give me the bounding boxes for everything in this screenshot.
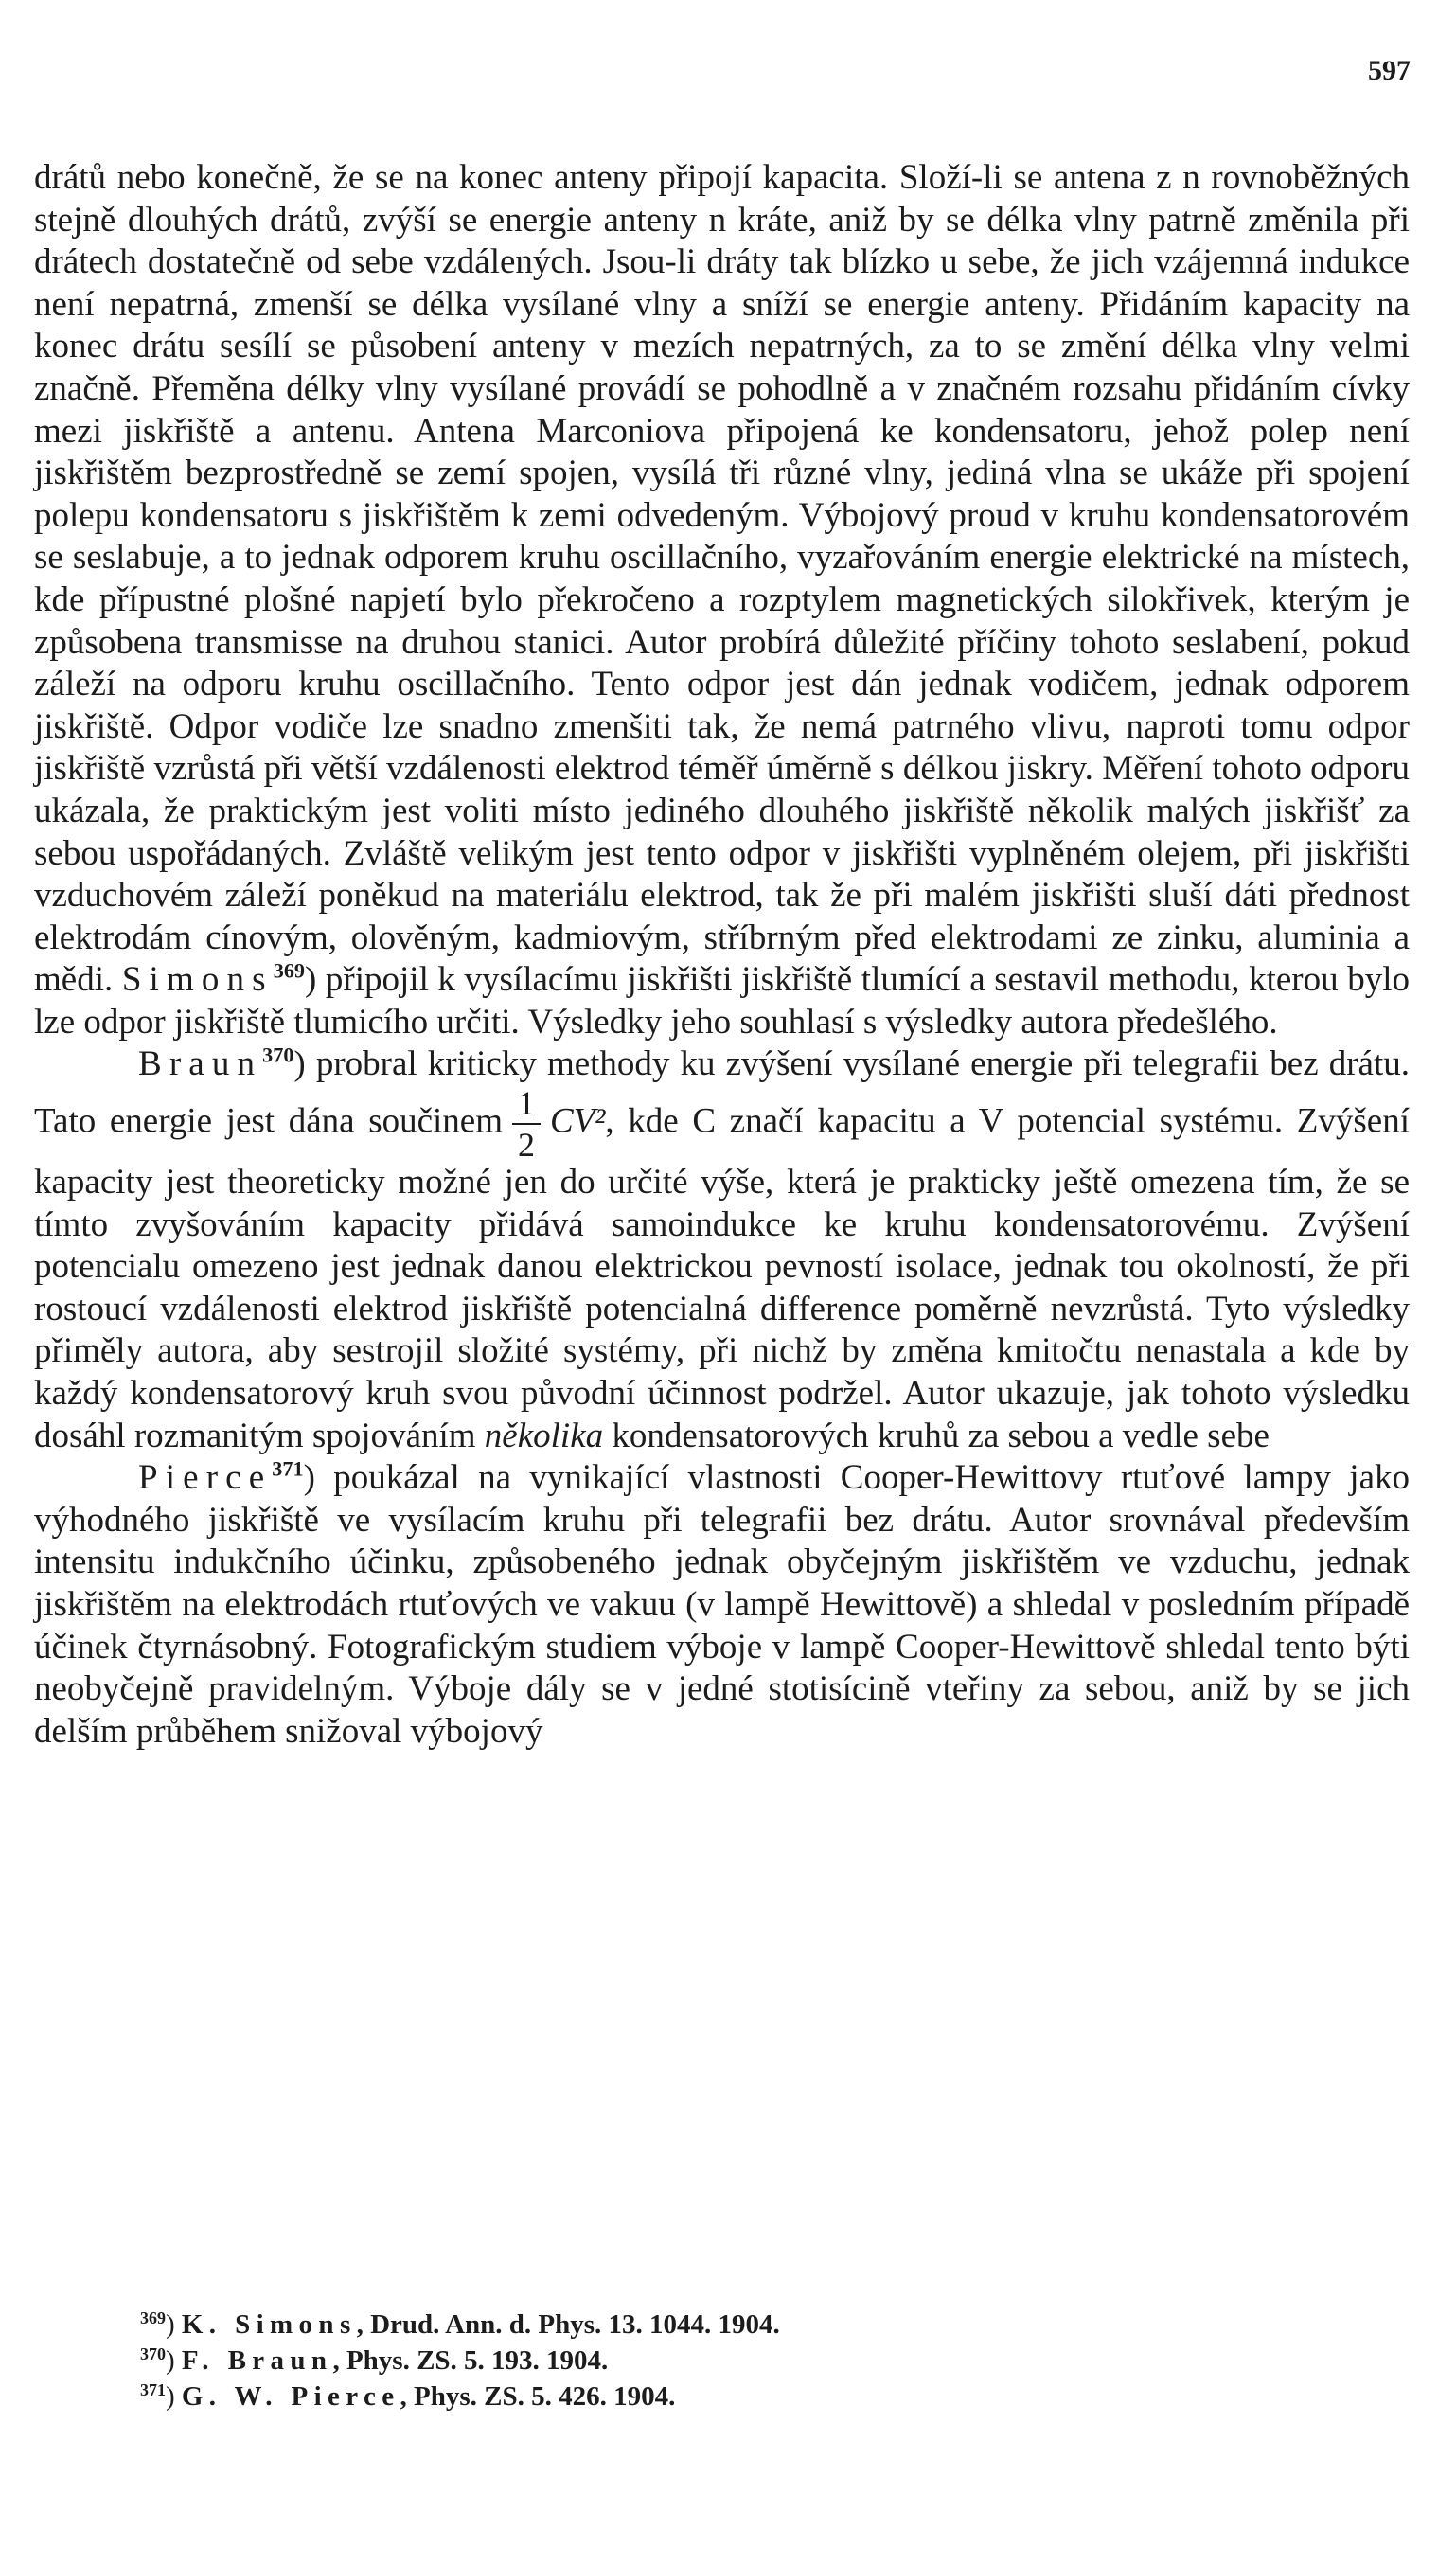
paragraph-antenna-capacity (34, 157, 1410, 1043)
paragraph-text: ) poukázal na vynikající vlastnosti Cooper-Hewittovy rtuťové lampy jako výhodného jiskřiště ve vysílacím kruhu při telegrafii bez drátu. Autor srovnával především intensitu indukčního účinku, způsobeného jednak obyčejným jiskřištěm ve vzduchu, jednak jiskřištěm na elektrodách rtuťových ve vakuu (v lampě Hewittově) a shledal v posledním případě účinek čtyrnásobný. Fotografickým studiem výboje v lampě Cooper-Hewittově shledal tento býti neobyčejně pravidelným. Výboje dály se v jedné stotisícině vteřiny za sebou, aniž by se jich delším průběhem snižoval výbojový (34, 1458, 1410, 1751)
author-name: Pierce (138, 1458, 273, 1498)
page-number: 597 (1368, 55, 1411, 86)
footnote-mark: 371 (140, 2380, 166, 2400)
footnote-citation: , Phys. ZS. 5. 193. 1904. (332, 2345, 609, 2376)
fraction (512, 1084, 541, 1165)
author-name: Simons (121, 960, 274, 1000)
paragraph-text: ) probral kriticky methody ku zvýšení vysílané energie při telegrafii bez drátu. Tato energie jest dána součinem (34, 1044, 1410, 1141)
footnote-ref: 369 (273, 958, 305, 983)
author-name: Braun (138, 1044, 263, 1084)
footnote-370: $^{370}$) F. Braun, Phys. ZS. 5. 193. 1904. (140, 2344, 609, 2376)
footnotes (140, 2307, 780, 2415)
fraction-denominator: 2 (518, 1126, 536, 1165)
footnote-citation: , Phys. ZS. 5. 426. 1904. (400, 2381, 676, 2412)
footnote-371: $^{371}$) G. W. Pierce, Phys. ZS. 5. 426. 1904. (140, 2380, 676, 2412)
footnote-ref: 371 (272, 1456, 304, 1481)
footnote-citation: , Drud. Ann. d. Phys. 13. 1044. 1904. (356, 2309, 780, 2340)
footnote-mark: 370 (140, 2344, 166, 2364)
footnote-369: $^{369}$) K. Simons, Drud. Ann. d. Phys. 13. 1044. 1904. (140, 2308, 780, 2340)
footnote-author: G. W. Pierce (181, 2381, 400, 2412)
footnote-ref: 370 (262, 1043, 294, 1068)
emphasized-word: několika (484, 1416, 604, 1455)
fraction-numerator: 1 (512, 1086, 541, 1125)
paragraph-text: ) připojil k vysílacímu jiskřišti jiskřiště tlumící a sestavil methodu, kterou bylo lze odpor jiskřiště tlumicího určiti. Výsledky jeho souhlasí s výsledky autora předešlého. (34, 960, 1410, 1042)
paragraph-text: kondensatorových kruhů za sebou a vedle sebe (612, 1416, 1270, 1455)
paragraph-braun (34, 1043, 1410, 1457)
formula: CV² (550, 1101, 606, 1141)
footnote-mark: 369 (140, 2308, 166, 2328)
footnote-author: F. Braun (181, 2345, 333, 2376)
paragraph-text: drátů nebo konečně, že se na konec anteny připojí kapacita. Složí-li se antena z n rovnoběžných stejně dlouhých drátů, zvýší se energie anteny n kráte, aniž by se délka vlny patrně změnila při drátech dostatečně od sebe vzdálených. Jsou-li dráty tak blízko u sebe, že jich vzájemná indukce není nepatrná, zmenší se délka vysílané vlny a sníží se energie anteny. Přidáním kapacity na konec drátu sesílí se působení anteny v mezích nepatrných, za to se změní délka vlny velmi značně. Přeměna délky vlny vysílané provádí se pohodlně a v značném rozsahu přidáním cívky mezi jiskřiště a antenu. Antena Marconiova připojená ke kondensatoru, jehož polep není jiskřištěm bezprostředně se zemí spojen, vysílá tři různé vlny, jediná vlna se ukáže při spojení polepu kondensatoru s jiskřištěm k zemi odvedeným. Výbojový proud v kruhu kondensatorovém se seslabuje, a to jednak odporem kruhu oscillačního, vyzařováním energie elektrické na místech, kde přípustné plošné napjetí bylo překročeno a rozptylem magnetických silokřivek, kterým je způsobena transmisse na druhou stanici. Autor probírá důležité příčiny tohoto seslabení, pokud záleží na odporu kruhu oscillačního. Tento odpor jest dán jednak vodičem, jednak odporem jiskřiště. Odpor vodiče lze snadno zmenšiti tak, že nemá patrného vlivu, naproti tomu odpor jiskřiště vzrůstá při větší vzdálenosti elektrod téměř úměrně s délkou jiskry. Měření tohoto odporu ukázala, že praktickým jest voliti místo jediného dlouhého jiskřiště několik malých jiskřišť za sebou uspořádaných. Zvláště velikým jest tento odpor v jiskřišti vyplněném olejem, při jiskřišti vzduchovém záleží poněkud na materiálu elektrod, tak že při malém jiskřišti sluší dáti přednost elektrodám cínovým, olověným, kadmiovým, stříbrným před elektrodami ze zinku, aluminia a mědi. (34, 158, 1410, 1000)
footnote-author: K. Simons (181, 2309, 357, 2340)
paragraph-text: , kde C značí kapacitu a V potencial systému. Zvýšení kapacity jest theoreticky možné jen do určité výše, která je prakticky ještě omezena tím, že se tímto zvyšováním kapacity přidává samoindukce ke kruhu kondensatorovému. Zvýšení potencialu omezeno jest jednak danou elektrickou pevností isolace, jednak tou okolností, že při rostoucí vzdálenosti elektrod jiskřiště potencialná difference poměrně nevzrůstá. Tyto výsledky přiměly autora, aby sestrojil složité systémy, při nichž by změna kmitočtu nenastala a kde by každý kondensatorový kruh svou původní účinnost podržel. Autor ukazuje, jak tohoto výsledku dosáhl rozmanitým spojováním (34, 1101, 1411, 1455)
paragraph-pierce (34, 1457, 1410, 1753)
body-text (34, 157, 1410, 1753)
